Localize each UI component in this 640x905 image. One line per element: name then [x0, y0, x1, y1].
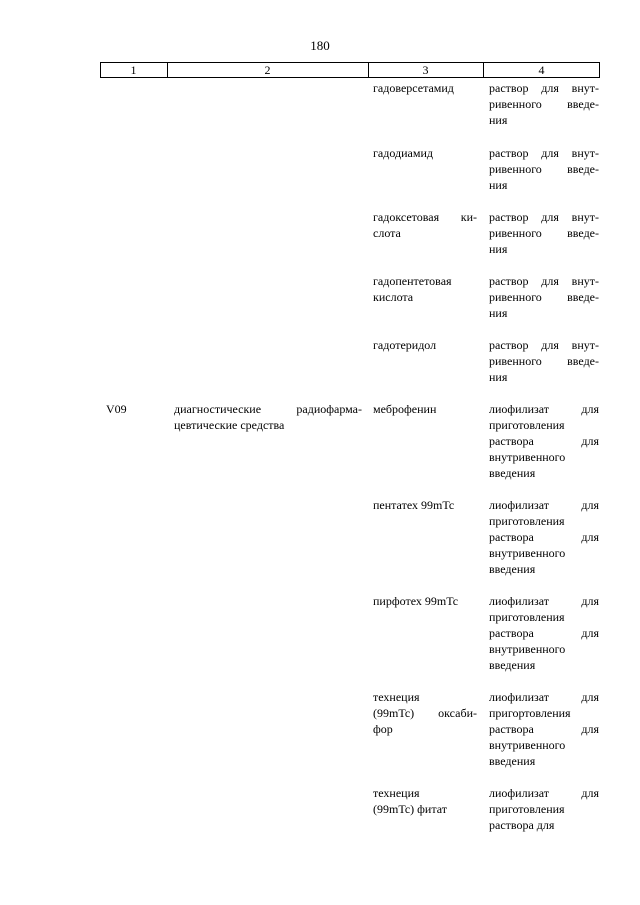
- dosage-form-line: раствора для: [489, 434, 599, 448]
- dosage-form-line: раствора для: [489, 818, 555, 832]
- substance-name-line: (99mTc) оксаби-: [373, 706, 477, 720]
- dosage-form-line: внутривенного: [489, 546, 566, 560]
- dosage-form-line: приготовления: [489, 610, 565, 624]
- substance-name-line: меброфенин: [373, 402, 437, 416]
- column-header-1: 1: [130, 63, 137, 77]
- dosage-form-line: лиофилизат для: [489, 402, 599, 416]
- dosage-form-line: раствор для внут-: [489, 274, 599, 288]
- dosage-form-line: внутривенного: [489, 738, 566, 752]
- dosage-form-line: приготовления: [489, 514, 565, 528]
- substance-name: [373, 785, 477, 817]
- column-header-3: 3: [422, 63, 429, 77]
- substance-name-line: пентатех 99mTc: [373, 498, 455, 512]
- dosage-form: [489, 145, 599, 193]
- dosage-form-line: ривенного введе-: [489, 226, 599, 240]
- page-number: 180: [310, 38, 330, 53]
- dosage-form-line: введения: [489, 658, 536, 672]
- dosage-form-line: лиофилизат для: [489, 690, 599, 704]
- dosage-form-line: раствор для внут-: [489, 146, 599, 160]
- group-name-line: цевтические средства: [174, 418, 285, 432]
- column-header-4: 4: [538, 63, 545, 77]
- dosage-form-line: раствор для внут-: [489, 210, 599, 224]
- table-header: [100, 62, 600, 78]
- dosage-form: [489, 689, 599, 769]
- substance-name: [373, 273, 477, 305]
- dosage-form-line: ния: [489, 178, 508, 192]
- dosage-form: [489, 337, 599, 385]
- dosage-form-line: внутривенного: [489, 642, 566, 656]
- substance-name-line: кислота: [373, 290, 414, 304]
- substance-name: [373, 497, 477, 513]
- dosage-form-line: введения: [489, 754, 536, 768]
- dosage-form-line: введения: [489, 466, 536, 480]
- dosage-form-line: ривенного введе-: [489, 290, 599, 304]
- substance-name-line: технеция: [373, 690, 420, 704]
- dosage-form: [489, 785, 599, 833]
- dosage-form-line: раствор для внут-: [489, 81, 599, 95]
- substance-name-line: гадопентетовая: [373, 274, 452, 288]
- group-name-line: диагностические радиофарма-: [174, 402, 362, 416]
- dosage-form: [489, 401, 599, 481]
- substance-name: [373, 401, 477, 417]
- dosage-form-line: пригортовления: [489, 706, 571, 720]
- dosage-form-line: раствора для: [489, 530, 599, 544]
- substance-name: [373, 145, 477, 161]
- dosage-form-line: лиофилизат для: [489, 786, 599, 800]
- substance-name-line: фор: [373, 722, 393, 736]
- substance-name-line: гадоверсетамид: [373, 81, 454, 95]
- substance-name-line: гадотеридол: [373, 338, 437, 352]
- substance-name-line: гадоксетовая ки-: [373, 210, 477, 224]
- substance-name: [373, 80, 477, 96]
- dosage-form-line: раствора для: [489, 626, 599, 640]
- dosage-form: [489, 273, 599, 321]
- dosage-form-line: ния: [489, 242, 508, 256]
- dosage-form-line: ния: [489, 370, 508, 384]
- substance-name-line: пирфотех 99mTc: [373, 594, 459, 608]
- substance-name: [373, 209, 477, 241]
- substance-name-line: технеция: [373, 786, 420, 800]
- dosage-form: [489, 80, 599, 128]
- dosage-form-line: ривенного введе-: [489, 97, 599, 111]
- substance-name: [373, 337, 477, 353]
- dosage-form-line: лиофилизат для: [489, 594, 599, 608]
- substance-name-line: (99mTc) фитат: [373, 802, 447, 816]
- substance-name-line: слота: [373, 226, 401, 240]
- dosage-form-line: ния: [489, 113, 508, 127]
- atc-code: V09: [106, 402, 127, 416]
- dosage-form-line: ривенного введе-: [489, 354, 599, 368]
- dosage-form-line: раствора для: [489, 722, 599, 736]
- column-header-2: 2: [264, 63, 271, 77]
- substance-name: [373, 593, 477, 609]
- dosage-form-line: внутривенного: [489, 450, 566, 464]
- dosage-form-line: приготовления: [489, 418, 565, 432]
- substance-name: [373, 689, 477, 737]
- dosage-form: [489, 497, 599, 577]
- dosage-form-line: приготовления: [489, 802, 565, 816]
- substance-name-line: гадодиамид: [373, 146, 433, 160]
- group-name: [174, 401, 362, 433]
- dosage-form-line: ния: [489, 306, 508, 320]
- dosage-form-line: раствор для внут-: [489, 338, 599, 352]
- dosage-form-line: лиофилизат для: [489, 498, 599, 512]
- dosage-form-line: введения: [489, 562, 536, 576]
- dosage-form-line: ривенного введе-: [489, 162, 599, 176]
- dosage-form: [489, 209, 599, 257]
- dosage-form: [489, 593, 599, 673]
